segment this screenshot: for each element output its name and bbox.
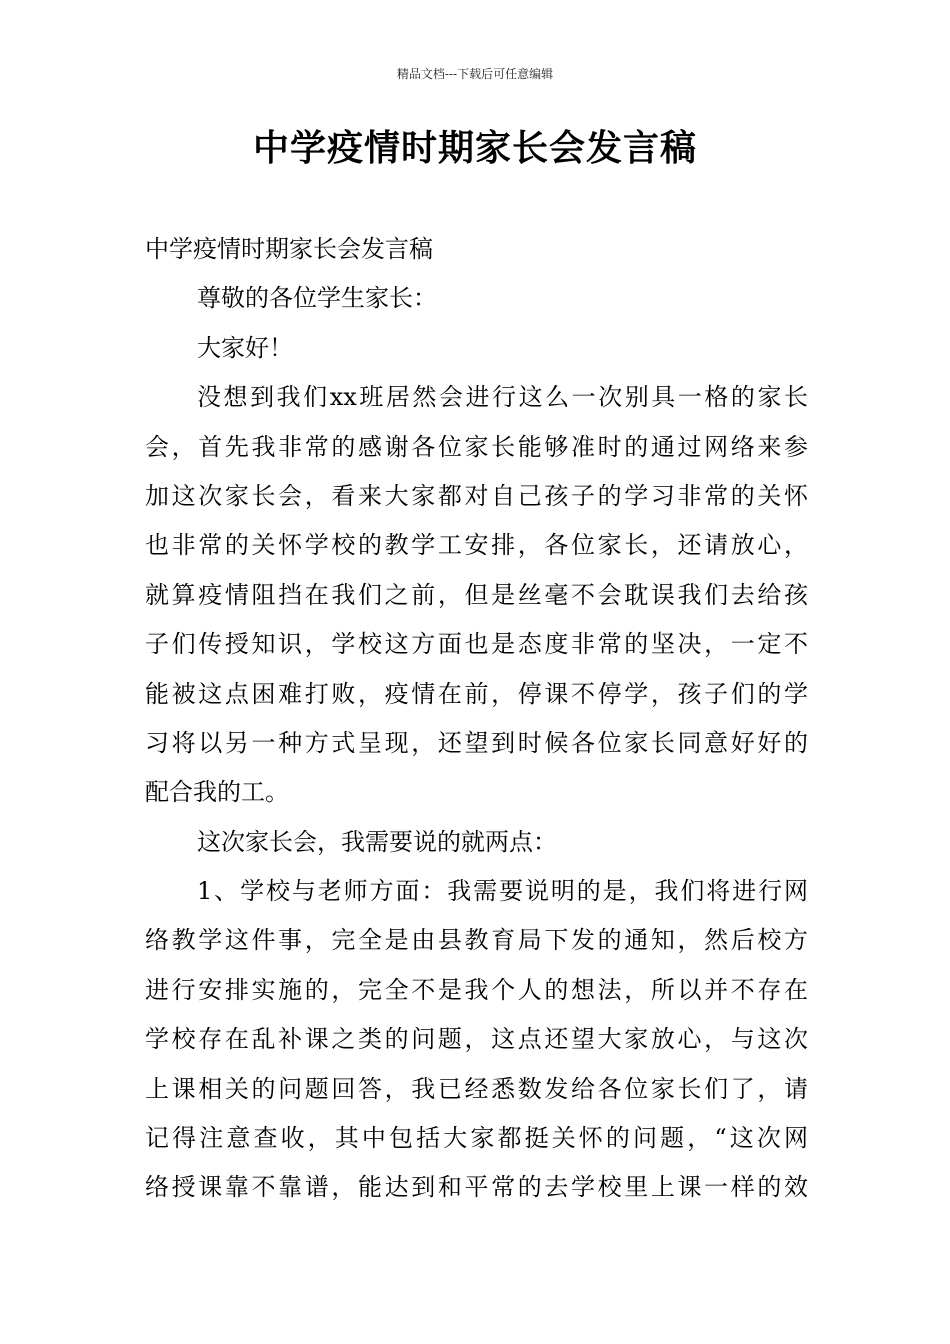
paragraph-line: 1、学校与老师方面：我需要说明的是，我们将进行网 (197, 877, 808, 906)
paragraph-line: 能被这点困难打败，疫情在前，停课不停学，孩子们的学 (145, 679, 808, 708)
paragraph-line: 子们传授知识，学校这方面也是态度非常的坚决，一定不 (145, 630, 808, 659)
paragraph-line: 学校存在乱补课之类的问题，这点还望大家放心，与这次 (145, 1025, 808, 1054)
paragraph-line: 没想到我们xx班居然会进行这么一次别具一格的家长 (197, 383, 808, 412)
paragraph-line: 就算疫情阻挡在我们之前，但是丝毫不会耽误我们去给孩 (145, 580, 808, 609)
salutation-line: 尊敬的各位学生家长： (197, 284, 437, 313)
paragraph-line: 络教学这件事，完全是由县教育局下发的通知，然后校方 (145, 926, 808, 955)
paragraph-line: 会，首先我非常的感谢各位家长能够准时的通过网络来参 (145, 432, 808, 461)
paragraph-line: 进行安排实施的，完全不是我个人的想法，所以并不存在 (145, 975, 808, 1004)
document-header-note: 精品文档---下载后可任意编辑 (396, 67, 554, 81)
paragraph-line: 习将以另一种方式呈现，还望到时候各位家长同意好好的 (145, 728, 808, 757)
paragraph-line: 也非常的关怀学校的教学工安排，各位家长，还请放心， (145, 531, 808, 560)
document-body (145, 225, 808, 1213)
paragraph-line: 络授课靠不靠谱，能达到和平常的去学校里上课一样的效 (145, 1173, 808, 1202)
paragraph-line: 加这次家长会，看来大家都对自己孩子的学习非常的关怀 (145, 481, 808, 510)
paragraph-line: 记得注意查收，其中包括大家都挺关怀的问题，“这次网 (145, 1124, 808, 1153)
paragraph-line: 配合我的工。 (145, 778, 289, 807)
paragraph-line: 上课相关的问题回答，我已经悉数发给各位家长们了，请 (145, 1074, 808, 1103)
paragraph-line: 这次家长会，我需要说的就两点： (197, 827, 557, 856)
greeting-line: 大家好！ (197, 333, 293, 362)
subtitle-line: 中学疫情时期家长会发言稿 (145, 235, 433, 263)
document-title: 中学疫情时期家长会发言稿 (252, 128, 697, 169)
